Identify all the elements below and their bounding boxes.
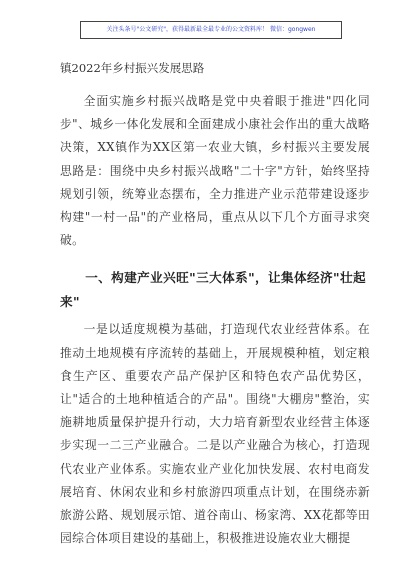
document-page	[60, 60, 370, 550]
intro-paragraph: 全面实施乡村振兴战略是党中央着眼于推进"四化同步"、城乡一体化发展和全面建成小康社会作出的重大战略决策，XX镇作为XX区第一农业大镇，乡村振兴主要发展思路是：围绕中央乡村振兴战略"二十字"方针，始终坚持规划引领，统筹业态摆布，全力推进产业示范带建设逐步构建"一村一品"的产业格局，重点从以下几个方面寻求突破。	[60, 94, 370, 248]
promo-banner: 关注头条号"公文研究"，获得最新最全最专业的公文资料库！ 微信：gongwen	[80, 21, 342, 39]
section-heading: 一、构建产业兴旺"三大体系"，让集体经济"壮起来"	[60, 270, 366, 310]
spacer	[60, 252, 370, 258]
section-paragraph: 一是以适度规模为基础，打造现代农业经营体系。在推动土地规模有序流转的基础上，开展规模种植，划定粮食生产区、重要农产品产保护区和特色农产品优势区，让"适合的土地种植适合的产品"。围绕"大棚房"整治，实施耕地质量保护提升行动，大力培育新型农业经营主体逐步实现一二三产业融合。二是以产业融合为核心，打造现代农业产业体系。实施农业产业化加快发展、农村电商发展培育、休闲农业和乡村旅游四项重点计划，在围绕赤新旅游公路、规划展示馆、道谷南山、杨家湾、XX花都等田园综合体项目建设的基础上，积极推进设施农业大棚提	[60, 322, 370, 546]
document-title: 镇2022年乡村振兴发展思路	[60, 61, 205, 75]
